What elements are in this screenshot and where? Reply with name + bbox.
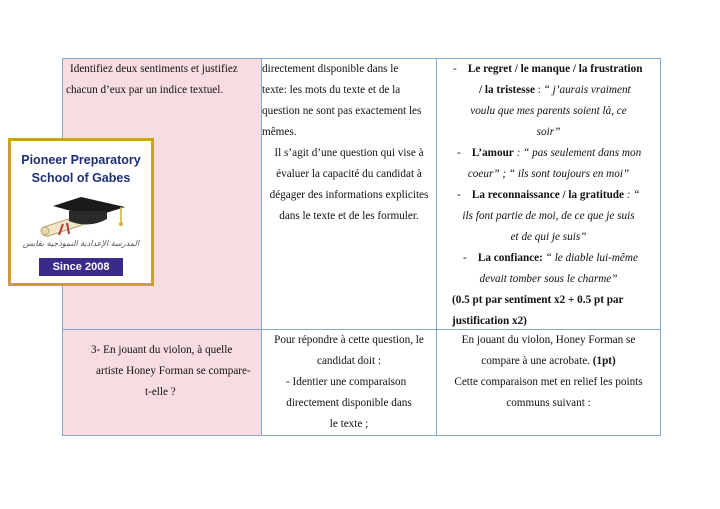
row1-criteria-cell (262, 59, 436, 329)
sentiment-2-quote-cont: coeur” ; “ ils sont toujours en moi” (467, 168, 630, 180)
answer-sentiment-3-line-3 (437, 227, 660, 248)
sentiment-4-quote: “ le diable lui-même (542, 252, 638, 264)
row1-col2-line-4: mêmes. (262, 126, 297, 138)
sentiment-3-quote-end: et de qui je suis” (510, 231, 587, 243)
sentiment-3-name: La reconnaissance / la gratitude (471, 189, 624, 201)
row2-col3-line-4: communs suivant : (506, 397, 591, 409)
row2-col2-line-2: candidat doit : (316, 355, 381, 367)
answer-sentiment-2-line-2 (437, 164, 660, 185)
row1-col2-line-1: directement disponible dans le (262, 63, 399, 75)
answer-sentiment-1-line-2 (437, 80, 660, 101)
column-divider (436, 59, 437, 435)
row2-col2-line-3: - Identier une comparaison (286, 376, 407, 388)
sentiment-4-name: La confiance: (477, 252, 543, 264)
sentiment-1-name: Le regret / le manque / la frustration (467, 63, 643, 75)
row1-col1-line-1: Identifiez deux sentiments et justifiez (70, 63, 238, 75)
scoring-line-1 (437, 290, 660, 311)
answer-sentiment-3-line-2 (437, 206, 660, 227)
school-logo (8, 138, 154, 286)
logo-school-name-line-1: Pioneer Preparatory (21, 153, 141, 167)
logo-school-name-line-2: School of Gabes (31, 171, 131, 185)
answer-sentiment-1-line-1 (437, 59, 660, 80)
logo-since-banner: Since 2008 (39, 258, 123, 276)
sentiment-1-quote-cont: voulu que mes parents soient là, ce (470, 105, 627, 117)
row2-answer-cell (437, 330, 660, 435)
dash: - (453, 63, 457, 75)
row2-col1-line-2: artiste Honey Forman se compare- (96, 365, 251, 377)
answer-sentiment-1-line-4 (437, 122, 660, 143)
row2-col3-line-3: Cette comparaison met en relief les points (454, 376, 643, 388)
answer-sentiment-1-line-3 (437, 101, 660, 122)
row2-col3-line-1: En jouant du violon, Honey Forman se (461, 334, 636, 346)
sentiment-1-name-cont: / la tristesse (479, 84, 535, 96)
column-divider (261, 59, 262, 435)
row2-col1-line-3: t-elle ? (145, 386, 176, 398)
row-divider (63, 329, 660, 330)
graduation-cap-icon (33, 193, 129, 239)
row2-col2-line-1: Pour répondre à cette question, le (274, 334, 424, 346)
row2-answer-text: compare à une acrobate. (481, 355, 593, 367)
row2-question-cell (63, 330, 261, 435)
row2-col2-line-4: directement disponible dans (286, 397, 412, 409)
sentiment-2-quote: : “ pas seulement dans mon (513, 147, 642, 159)
row1-col2-line-6: évaluer la capacité du candidat à (276, 168, 422, 180)
row2-col1-line-1: 3- En jouant du violon, à quelle (91, 344, 233, 356)
dash: - (457, 189, 461, 201)
row1-col2-line-8: dans le texte et de les formuler. (279, 210, 419, 222)
dash: - (457, 147, 461, 159)
answer-sentiment-4-line-2 (437, 269, 660, 290)
row2-col2-line-5: le texte ; (329, 418, 369, 430)
answer-sentiment-4-line-1 (437, 248, 660, 269)
row1-col2-line-5: Il s’agit d’une question qui vise à (274, 147, 424, 159)
logo-arabic-name: المدرسة الإعدادية النموذجية بقابس (22, 239, 140, 248)
sentiment-3-quote-cont: ils font partie de moi, de ce que je suis (462, 210, 635, 222)
sentiment-1-quote-end: soir” (536, 126, 561, 138)
row1-col2-line-2: texte: les mots du texte et de la (262, 84, 401, 96)
answer-sentiment-3-line-1 (437, 185, 660, 206)
scoring-text-cont: justification x2) (452, 315, 527, 327)
sentiment-3-quote: : “ (624, 189, 640, 201)
answer-sentiment-2-line-1 (437, 143, 660, 164)
row1-answer-cell (437, 59, 660, 329)
colon: : (534, 84, 544, 96)
scoring-text: (0.5 pt par sentiment x2 + 0.5 pt par (452, 294, 624, 306)
dash: - (463, 252, 467, 264)
row2-col3-line-2 (437, 351, 660, 372)
row2-points: (1pt) (592, 355, 616, 367)
sentiment-4-quote-cont: devait tomber sous le charme” (479, 273, 618, 285)
sentiment-2-name: L’amour (471, 147, 514, 159)
sentiment-1-quote: “ j’aurais vraiment (543, 84, 631, 96)
row1-col2-line-3: question ne sont pas exactement les (262, 105, 422, 117)
row1-col1-line-2: chacun d’eux par un indice textuel. (66, 84, 224, 96)
row1-col2-line-7: dégager des informations explicites (269, 189, 429, 201)
row2-criteria-cell (262, 330, 436, 435)
